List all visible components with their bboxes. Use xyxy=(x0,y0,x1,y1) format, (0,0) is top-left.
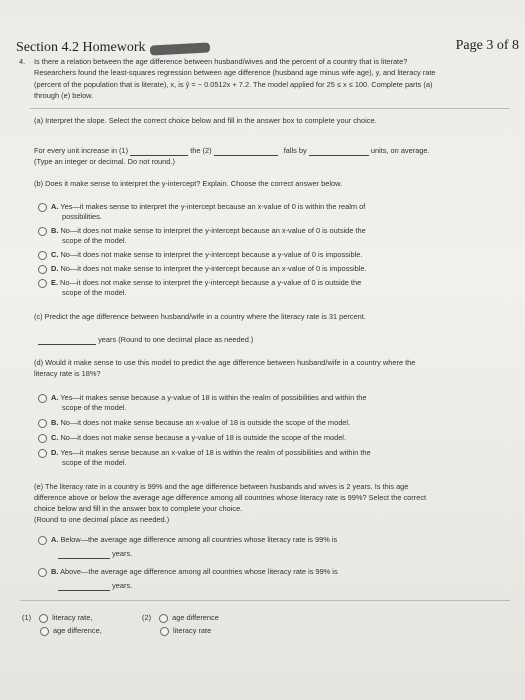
radio-button[interactable] xyxy=(38,227,47,236)
page-number: Page 3 of 8 xyxy=(455,38,519,53)
part-d-option-c[interactable]: C. No—it does not make sense because a y-value of 18 is outside the scope of the model. xyxy=(38,433,346,443)
choice-list-2b xyxy=(160,626,211,636)
choice-2a[interactable]: age difference xyxy=(172,613,219,622)
part-a-sentence: For every unit increase in (1) the (2) falls by units, on average. xyxy=(34,146,430,155)
choice-list-2: (2) age difference xyxy=(142,613,219,622)
part-e-question-4: (Round to one decimal place as needed.) xyxy=(34,515,170,524)
part-b-option-c[interactable]: C. No—it does not make sense to interpret the y-intercept because a y-value of 0 is impossible. xyxy=(38,250,362,260)
part-e-option-b[interactable]: B. Above—the average age difference among all countries whose literacy rate is 99% is xyxy=(38,567,338,577)
part-d-question-1: (d) Would it make sense to use this model to predict the age difference between husband/wife in a country where the xyxy=(34,358,416,367)
part-b-option-a-cont: possibilities. xyxy=(62,212,102,221)
radio-button[interactable] xyxy=(38,434,47,443)
blank-2-select[interactable] xyxy=(214,155,278,156)
blank-1-select[interactable] xyxy=(130,155,188,156)
problem-line-2: Researchers found the least-squares regression between age difference (husband age minus wife age), y, and literacy rate xyxy=(34,68,436,77)
part-e-question-3: choice below and fill in the answer box to complete your choice. xyxy=(34,504,243,513)
radio-button[interactable] xyxy=(38,419,47,428)
part-c-answer-line: years (Round to one decimal place as needed.) xyxy=(38,335,253,345)
radio-button[interactable] xyxy=(39,614,48,623)
part-d-option-b[interactable]: B. No—it does not make sense because an x-value of 18 is outside the scope of the model. xyxy=(38,418,350,428)
radio-button[interactable] xyxy=(38,449,47,458)
problem-line-3: (percent of the population that is literate), x, is ŷ = − 0.0512x + 7.2. The model applied for 25 ≤ x ≤ 100. Complete parts (a) xyxy=(34,80,433,89)
choice-1a[interactable]: literacy rate, xyxy=(52,613,93,622)
part-d-option-a-cont: scope of the model. xyxy=(62,403,127,412)
radio-button[interactable] xyxy=(38,568,47,577)
radio-button[interactable] xyxy=(38,251,47,260)
choice-list-1: (1) literacy rate, xyxy=(22,613,93,622)
part-b-option-b-cont: scope of the model. xyxy=(62,236,127,245)
part-d-question-2: literacy rate is 18%? xyxy=(34,369,101,378)
radio-button[interactable] xyxy=(159,614,168,623)
choice-list-1b xyxy=(40,626,102,636)
above-answer-input[interactable] xyxy=(58,590,110,591)
problem-line-4: through (e) below. xyxy=(34,91,94,100)
problem-line-1: Is there a relation between the age difference between husband/wives and the percent of a country that is literate? xyxy=(34,57,408,66)
part-e-option-a[interactable]: A. Below—the average age difference among all countries whose literacy rate is 99% is xyxy=(38,535,337,545)
radio-button[interactable] xyxy=(38,203,47,212)
part-b-option-b[interactable]: B. No—it does not make sense to interpret the y-intercept because an x-value of 0 is outside the xyxy=(38,226,366,236)
part-a-hint: (Type an integer or decimal. Do not round.) xyxy=(34,157,175,166)
part-b-option-e[interactable]: E. No—it does not make sense to interpret the y-intercept because a y-value of 0 is outside the xyxy=(38,278,361,288)
part-c-question: (c) Predict the age difference between husband/wife in a country where the literacy rate is 31 percent. xyxy=(34,312,366,321)
problem-number: 4. xyxy=(19,57,26,66)
part-e-option-b-answer: years. xyxy=(58,581,132,591)
divider xyxy=(20,600,510,601)
radio-button[interactable] xyxy=(38,279,47,288)
part-e-question-2: difference above or below the average age difference among all countries whose literacy rate is 99%? Select the correct xyxy=(34,493,427,502)
choice-2b[interactable]: literacy rate xyxy=(173,626,212,635)
part-d-option-d[interactable]: D. Yes—it makes sense because an x-value of 18 is within the realm of possibilities and within the xyxy=(38,448,371,458)
prediction-answer-input[interactable] xyxy=(38,344,96,345)
part-d-option-a[interactable]: A. Yes—it makes sense because a y-value of 18 is within the realm of possibilities and within the xyxy=(38,393,367,403)
part-d-option-d-cont: scope of the model. xyxy=(62,458,127,467)
part-b-option-e-cont: scope of the model. xyxy=(62,288,127,297)
radio-button[interactable] xyxy=(38,394,47,403)
part-b-question: (b) Does it make sense to interpret the y-intercept? Explain. Choose the correct answer below. xyxy=(34,179,343,188)
part-e-option-a-answer: years. xyxy=(58,549,132,559)
redacted-scribble xyxy=(150,42,210,55)
radio-button[interactable] xyxy=(160,627,169,636)
part-b-option-a[interactable]: A. Yes—it makes sense to interpret the y-intercept because an x-value of 0 is within the realm of xyxy=(38,202,365,212)
below-answer-input[interactable] xyxy=(58,558,110,559)
part-b-option-d[interactable]: D. No—it does not make sense to interpret the y-intercept because an x-value of 0 is impossible. xyxy=(38,264,367,274)
radio-button[interactable] xyxy=(38,265,47,274)
divider xyxy=(30,108,510,109)
section-title: Section 4.2 Homework xyxy=(16,40,146,55)
choice-1b[interactable]: age difference, xyxy=(53,626,102,635)
part-e-question-1: (e) The literacy rate in a country is 99% and the age difference between husbands and wives is 2 years. Is this age xyxy=(34,482,409,491)
radio-button[interactable] xyxy=(40,627,49,636)
slope-answer-input[interactable] xyxy=(309,155,369,156)
part-a-question: (a) Interpret the slope. Select the correct choice below and fill in the answer box to complete your choice. xyxy=(34,116,377,125)
radio-button[interactable] xyxy=(38,536,47,545)
